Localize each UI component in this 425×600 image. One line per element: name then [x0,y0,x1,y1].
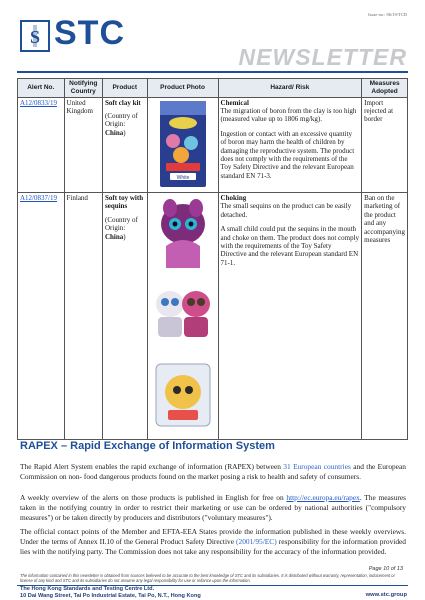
product-photo-cell [147,192,218,439]
hazard-description: The migration of boron from the clay is too high (measured value up to 1806 mg/kg). [220,106,357,124]
origin-value: China) [104,128,126,137]
hazard-cell [218,97,362,192]
photo-label: White [176,174,189,181]
header-alert-no: Alert No. [18,79,65,98]
origin-label: (Country of Origin: [104,215,138,233]
measures-adopted: Ban on the marketing of the product and any accompanying measures [362,192,408,439]
header-measures-adopted: Measures Adopted [362,79,408,98]
rapex-heading: RAPEX – Rapid Exchange of Information System [20,440,275,452]
company-name: The Hong Kong Standards and Testing Centre Ltd. [20,586,155,592]
table-header-row [18,79,408,98]
hazard-details: A small child could put the sequins in the mouth and choke on them. The product does not comply with the requirements of the Toy Safety Directive and the relevant European standard EN 71-1. [220,225,360,267]
hazard-cell [218,192,362,439]
newsletter-title: NEWSLETTER [238,44,407,70]
hazard-title: Chemical [220,98,249,107]
hazard-description: The small sequins on the product can be easily detached. [220,202,352,219]
origin-value: China) [104,232,126,241]
page-header [0,0,425,72]
notifying-country: United Kingdom [64,97,102,192]
countries-link[interactable]: 31 European countries [283,462,351,471]
hazard-title: Choking [220,193,247,202]
svg-text:S: S [29,27,41,47]
alert-link[interactable]: A12/0833/19 [20,98,57,107]
soft-toy-photos [150,194,216,434]
rapex-website-link[interactable]: http://ec.europa.eu/rapex [286,493,360,502]
rapex-paragraph-1: The Rapid Alert System enables the rapid exchange of information (RAPEX) between 31 European countries and the European Commission on non- food dangerous products found on the market posing a risk to health and safety of consumers. [20,462,407,481]
hazard-details: Ingestion or contact with an excessive quantity of boron may harm the health of children by damaging the reproductive system. The product does not comply with the requirements of the Toy Safety Directive and the relevant European standard EN 71-3. [220,129,355,180]
alert-link[interactable]: A12/0837/19 [20,193,57,202]
website-link[interactable]: www.stc.group [365,592,407,598]
header-product-photo: Product Photo [147,79,218,98]
origin-label: (Country of Origin: [104,111,138,129]
brand-name: STC [54,14,125,52]
header-hazard-risk: Hazard/ Risk [218,79,362,98]
disclaimer-text: The information contained in this newsletter is obtained from sources believed to be accurate to the best knowledge of STC and its subsidiaries. It is distributed without warranty, representation, inducement or license of any kind and STC and its subsidiaries do not assume any legal responsibility for use or reliance upon the information. [20,573,395,583]
soft-clay-kit-photo [150,99,216,189]
directive-link[interactable]: (2001/95/EC) [236,536,277,546]
product-cell [102,97,147,192]
measures-adopted: Import rejected at border [362,97,408,192]
rapex-paragraph-3: The official contact points of the Member and EFTA-EEA States provide the information published in these weekly overviews. Under the terms of Annex II.10 of the General Product Safety Directive (2001/95/EC) responsibility for the information provided lies with the notifying party. The Commission does not take any responsibility for the accuracy of the information provided. [20,527,406,556]
table-row [18,97,408,192]
header-product: Product [102,79,147,98]
page-number: Page 10 of 13 [368,566,403,572]
company-address: 10 Dai Wang Street, Tai Po Industrial Estate, Tai Po, N.T., Hong Kong [20,593,201,599]
stc-logo-icon [20,20,50,52]
table-row [18,192,408,439]
header-notifying-country: Notifying Country [64,79,102,98]
rapex-paragraph-2: A weekly overview of the alerts on those products is published in English for free on http://ec.europa.eu/rapex. The measures taken in the notifying country in order to restrict their marketing or use can be ordered by national authorities ("compulsory measures") or be taken directly by producers and distributors ("voluntary measures"). [20,493,406,522]
product-name: Soft toy with sequins [104,193,144,211]
notifying-country: Finland [64,192,102,439]
header-rule [17,71,408,73]
alerts-table [17,78,408,440]
product-name: Soft clay kit [104,98,141,107]
product-photo-cell [147,97,218,192]
issue-number: Issue no.: 06/19/TCD [368,12,407,17]
product-cell [102,192,147,439]
